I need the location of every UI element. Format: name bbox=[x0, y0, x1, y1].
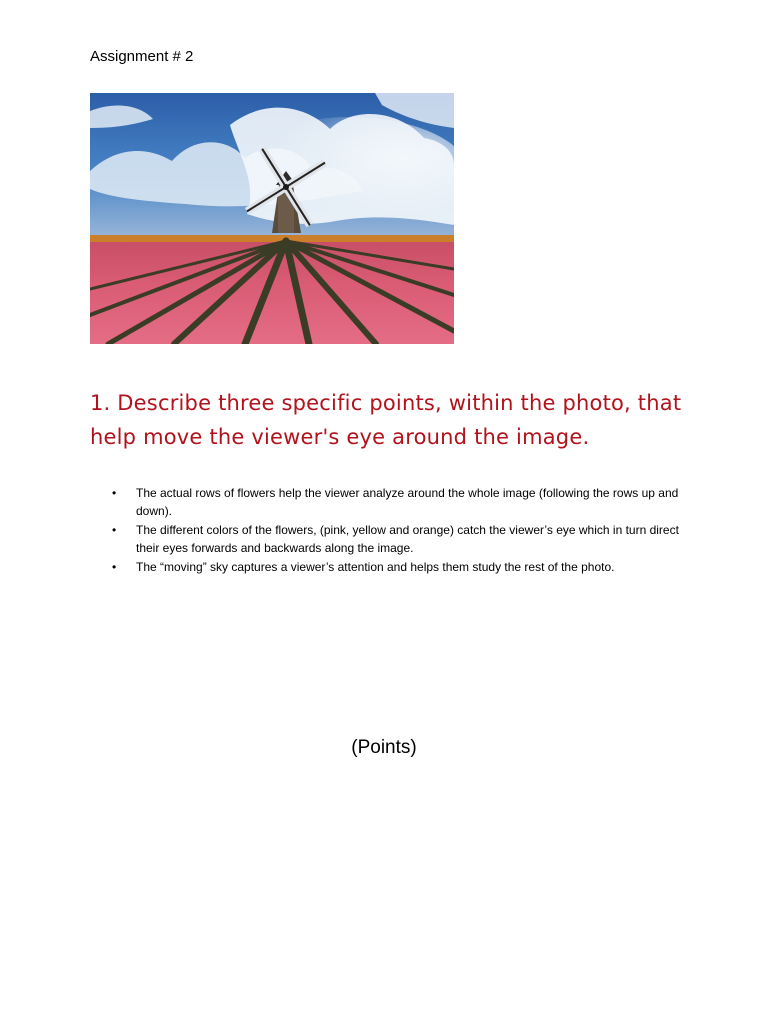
bullet-icon: • bbox=[112, 523, 117, 537]
list-item bbox=[112, 521, 682, 557]
points-label: (Points) bbox=[351, 737, 417, 758]
answer-bullet-list bbox=[112, 484, 682, 577]
assignment-title: Assignment # 2 bbox=[90, 48, 194, 65]
bullet-icon: • bbox=[112, 560, 117, 574]
windmill-tulip-photo bbox=[90, 93, 454, 344]
bullet-text: The actual rows of flowers help the viewer analyze around the whole image (following the rows up and down). bbox=[136, 486, 679, 518]
list-item bbox=[112, 484, 682, 520]
list-item bbox=[112, 558, 682, 576]
bullet-icon: • bbox=[112, 486, 117, 500]
windmill-photo-illustration bbox=[90, 93, 454, 344]
question-heading: 1. Describe three specific points, within the photo, that help move the viewer's eye around the image. bbox=[90, 391, 682, 449]
bullet-text: The different colors of the flowers, (pink, yellow and orange) catch the viewer’s eye which in turn direct their eyes forwards and backwards along the image. bbox=[136, 523, 679, 555]
bullet-text: The “moving” sky captures a viewer’s attention and helps them study the rest of the photo. bbox=[136, 560, 615, 574]
